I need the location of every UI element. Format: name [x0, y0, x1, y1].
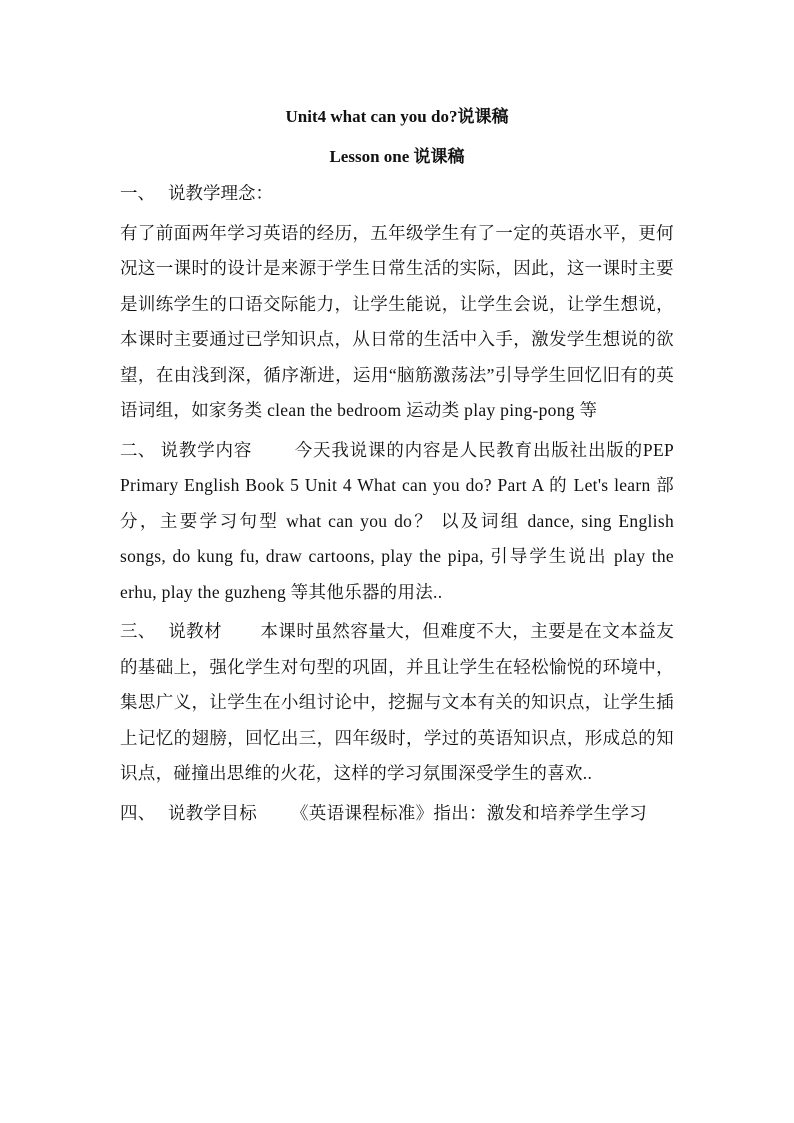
section-4-body: 《英语课程标准》指出：激发和培养学生学习 — [291, 802, 647, 823]
section-3-heading: 说教材 — [168, 621, 223, 641]
section-3-number: 三、 — [120, 621, 156, 641]
section-1-heading-line — [120, 176, 674, 212]
section-2-number: 二、 — [120, 439, 156, 460]
section-4 — [120, 796, 674, 832]
document-title: Unit4 what can you do?说课稿 — [285, 107, 509, 126]
section-2-heading: 说教学内容 — [160, 439, 253, 460]
section-3-body: 本课时虽然容量大，但难度不大，主要是在文本益友的基础上，强化学生对句型的巩固，并且让学生在轻松愉悦的环境中，集思广义，让学生在小组讨论中，挖掘与文本有关的知识点，让学生插上记忆的翅膀，回忆出三，四年级时，学过的英语知识点，形成总的知识点，碰撞出思维的火花，这样的学习氛围深受学生的喜欢.. — [120, 621, 674, 783]
section-4-heading: 说教学目标 — [168, 802, 257, 823]
document-content — [120, 100, 674, 831]
section-1-number: 一、 — [120, 183, 155, 203]
section-1-heading: 说教学理念： — [168, 183, 273, 203]
section-4-number: 四、 — [120, 802, 156, 823]
document-subtitle: Lesson one 说课稿 — [329, 147, 465, 166]
section-2 — [120, 433, 674, 611]
section-3 — [120, 614, 674, 792]
section-2-body: 今天我说课的内容是人民教育出版社出版的PEP Primary English Book 5 Unit 4 What can you do? Part A 的 Let's learn 部分，主要学习句型 what can you do？ 以及词组 dance, sing English songs, do kung fu, draw cartoons, play the pipa, 引导学生说出 play the erhu, play the guzheng 等其他乐器的用法.. — [120, 439, 674, 602]
section-1-body: 有了前面两年学习英语的经历，五年级学生有了一定的英语水平，更何况这一课时的设计是来源于学生日常生活的实际，因此，这一课时主要是训练学生的口语交际能力，让学生能说，让学生会说，让学生想说，本课时主要通过已学知识点，从日常的生活中入手，激发学生想说的欲望，在由浅到深，循序渐进，运用“脑筋激荡法”引导学生回忆旧有的英语词组，如家务类 clean the bedroom 运动类 play ping-pong 等 — [120, 222, 674, 420]
